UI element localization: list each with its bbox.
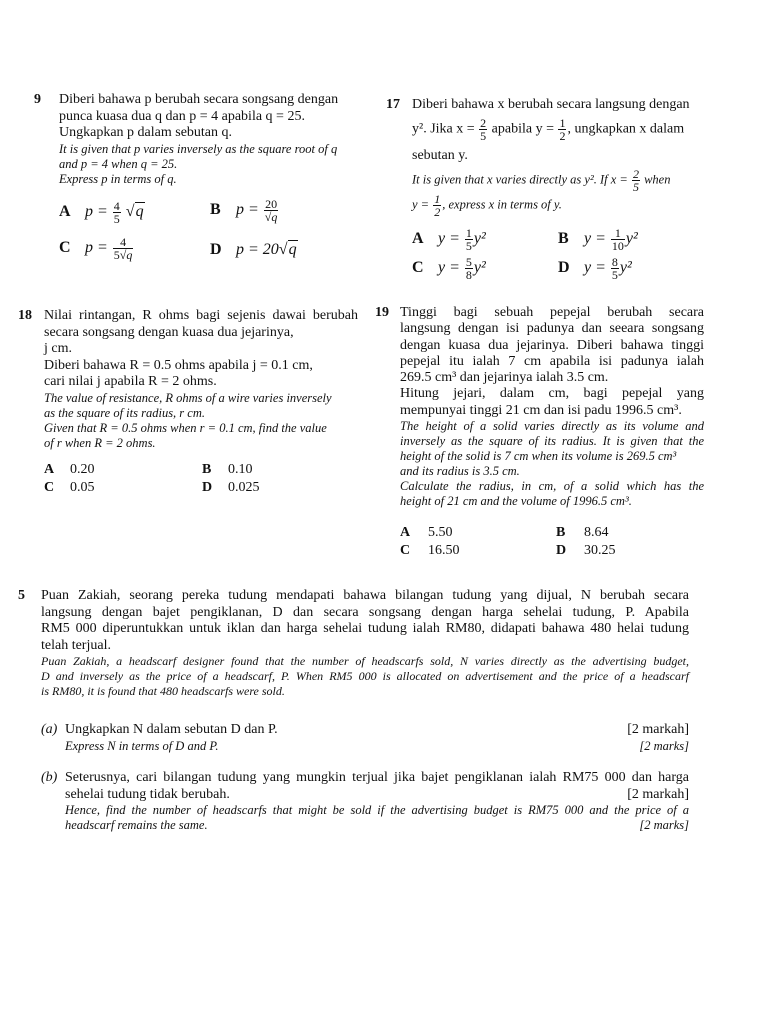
question-number: 17: [386, 97, 400, 112]
option-b[interactable]: [210, 198, 279, 223]
option-c[interactable]: C 0.05: [44, 480, 95, 495]
question-text: [400, 305, 704, 509]
question-text: [44, 308, 358, 451]
ms-line: 269.5 cm³ dan jejarinya ialah 3.5 cm.: [400, 370, 609, 386]
fraction: $\frac{4}{5}$: [113, 199, 120, 226]
en-line: It is given that p varies inversely as the square root of q: [59, 141, 338, 156]
option-lhs: p =: [85, 239, 108, 257]
ms-line: pepejal itu ialah 7 cm apabila isi padunya ialah: [400, 353, 704, 369]
square-root: √q: [278, 241, 297, 258]
en-line: Puan Zakiah, a headscarf designer found that the number of headscarfs sold, N varies directly as the advertising budget,: [41, 654, 689, 668]
option-d[interactable]: D 0.025: [202, 480, 260, 495]
en-line: D and inversely as the price of a headscarf, P. When RM5 000 is allocated on advertisement and the price of a headscarf: [41, 669, 689, 683]
option-label: C: [412, 259, 424, 277]
part-label: (b): [41, 770, 58, 785]
option-a[interactable]: A 0.20: [44, 462, 95, 477]
option-a[interactable]: [59, 200, 145, 225]
option-d[interactable]: [210, 241, 298, 259]
ms-line: sebutan y.: [412, 147, 468, 163]
en-line: as the square of its radius, r cm.: [44, 405, 205, 420]
option-a[interactable]: A 5.50: [400, 525, 453, 540]
en-line: and its radius is 3.5 cm.: [400, 464, 520, 479]
option-label: B: [210, 201, 221, 219]
option-b[interactable]: B 0.10: [202, 462, 253, 477]
ms-line: langsung dengan isi padunya dan seeara songsang: [400, 321, 704, 337]
ms-line: langsung dengan bajet pengiklanan, D dan secara songsang dengan harga sehelai tudung, P. Apabila: [41, 604, 689, 620]
ms-line: Tinggi bagi sebuah pepejal berubah secara: [400, 305, 704, 320]
ms-line: Hitung jejari, dalam cm, bagi pepejal yang: [400, 386, 704, 402]
en-line: Express p in terms of q.: [59, 171, 177, 186]
question-number: 18: [18, 308, 32, 323]
ms-line: Puan Zakiah, seorang pereka tudung mendapati bahawa bilangan tudung yang dijual, N berubah secara: [41, 588, 689, 603]
ms-line: Diberi bahawa x berubah secara langsung dengan: [412, 97, 690, 112]
part-a-en: Express N in terms of D and P. [2 marks]: [65, 738, 689, 753]
option-label: D: [558, 259, 570, 277]
en-line: and p = 4 when q = 25.: [59, 156, 178, 171]
option-d[interactable]: D y = $\frac{8}{5}$ y²: [558, 255, 632, 282]
option-a[interactable]: A y = $\frac{1}{5}$ y²: [412, 226, 486, 253]
option-b[interactable]: B y = $\frac{1}{10}$ y²: [558, 226, 638, 253]
marks-label: [2 markah]: [627, 722, 689, 737]
question-number: 5: [18, 588, 25, 603]
square-root: √q: [125, 203, 144, 221]
en-line: Hence, find the number of headscarfs that might be sold if the advertising budget is RM75 000 and the price of a: [65, 803, 689, 817]
ms-line: RM5 000 diperuntukkan untuk iklan dan harga sehelai tudung ialah RM80, didapati bahawa 480 helai tudung: [41, 621, 689, 636]
en-line: height of 21 cm and the volume of 1996.5 cm³.: [400, 494, 632, 509]
option-lhs: p =: [236, 201, 259, 219]
marks-label: [2 marks]: [639, 738, 689, 753]
question-number: 19: [375, 305, 389, 320]
ms-line: cari nilai j apabila R = 2 ohms.: [44, 374, 217, 389]
option-lhs: p =: [85, 203, 108, 221]
marks-label: [2 marks]: [639, 818, 689, 832]
option-c[interactable]: [59, 236, 134, 261]
option-c[interactable]: C 16.50: [400, 543, 460, 558]
part-label: (a): [41, 722, 58, 737]
option-c[interactable]: C y = $\frac{5}{8}$ y²: [412, 255, 486, 282]
ms-line: j cm.: [44, 341, 72, 356]
en-line: y = $\frac{1}{2}$ , express x in terms of y.: [412, 192, 562, 219]
ms-line: Diberi bahawa R = 0.5 ohms apabila j = 0.1 cm,: [44, 357, 313, 373]
option-label: B: [558, 230, 569, 248]
option-d[interactable]: D 30.25: [556, 543, 616, 558]
en-line: Calculate the radius, in cm, of a solid which has the: [400, 479, 704, 494]
question-text: [412, 97, 702, 218]
option-lhs: p = 20: [236, 241, 279, 258]
ms-line: secara songsang dengan kuasa dua jejarinya,: [44, 324, 294, 340]
ms-line: mempunyai tinggi 21 cm dan isi padu 1996.5 cm³.: [400, 402, 682, 418]
en-line: Given that R = 0.5 ohms when r = 0.1 cm, find the value: [44, 420, 327, 435]
ms-line: telah terjual.: [41, 637, 111, 653]
ms-line: y². Jika x = $\frac{2}{5}$ apabila y = $\frac{1}{2}$ , ungkapkan x dalam: [412, 115, 685, 143]
en-line: It is given that x varies directly as y². If x = $\frac{2}{5}$ when: [412, 167, 671, 194]
ms-line: dengan kuasa dua jejarinya. Diberi bahawa tinggi: [400, 337, 704, 353]
part-b: (b) Seterusnya, cari bilangan tudung yang mungkin terjual jika bajet pengiklanan ialah RM75 000 dan harga sehelai tudung tidak berubah. [2 markah] Hence, find the number of headscarfs that might be sold if the advertising budget is RM75 000 and the price of a headscarf remains the same. [2 marks]: [41, 770, 689, 832]
en-line: of r when R = 2 ohms.: [44, 435, 156, 450]
question-text: [41, 588, 689, 699]
question-number: 9: [34, 92, 41, 107]
option-label: D: [210, 241, 222, 258]
ms-line: punca kuasa dua q dan p = 4 apabila q = 25.: [59, 108, 305, 124]
question-text: [59, 92, 369, 187]
en-line: The value of resistance, R ohms of a wire varies inversely: [44, 390, 332, 405]
part-a-ms: (a) Ungkapkan N dalam sebutan D dan P. [2 markah]: [41, 722, 689, 737]
part-a: [41, 722, 689, 754]
option-label: A: [412, 230, 424, 248]
ms-line: Nilai rintangan, R ohms bagi sejenis dawai berubah: [44, 308, 358, 323]
en-line: height of the solid is 7 cm when its volume is 269.5 cm³: [400, 449, 677, 464]
fraction: $\frac{4}{5√q}$: [113, 235, 133, 262]
option-label: A: [59, 203, 71, 221]
ms-line: Ungkapkan p dalam sebutan q.: [59, 125, 233, 140]
marks-label: [2 markah]: [627, 786, 689, 802]
fraction: $\frac{20}{√q}$: [264, 197, 278, 224]
en-line: is RM80, it is found that 480 headscarfs were sold.: [41, 684, 285, 698]
en-line: The height of a solid varies directly as its volume and: [400, 419, 704, 434]
option-b[interactable]: B 8.64: [556, 525, 609, 540]
en-line: inversely as the square of its radius. It is given that the: [400, 434, 704, 449]
option-label: C: [59, 239, 71, 257]
ms-line: Diberi bahawa p berubah secara songsang dengan: [59, 92, 339, 107]
